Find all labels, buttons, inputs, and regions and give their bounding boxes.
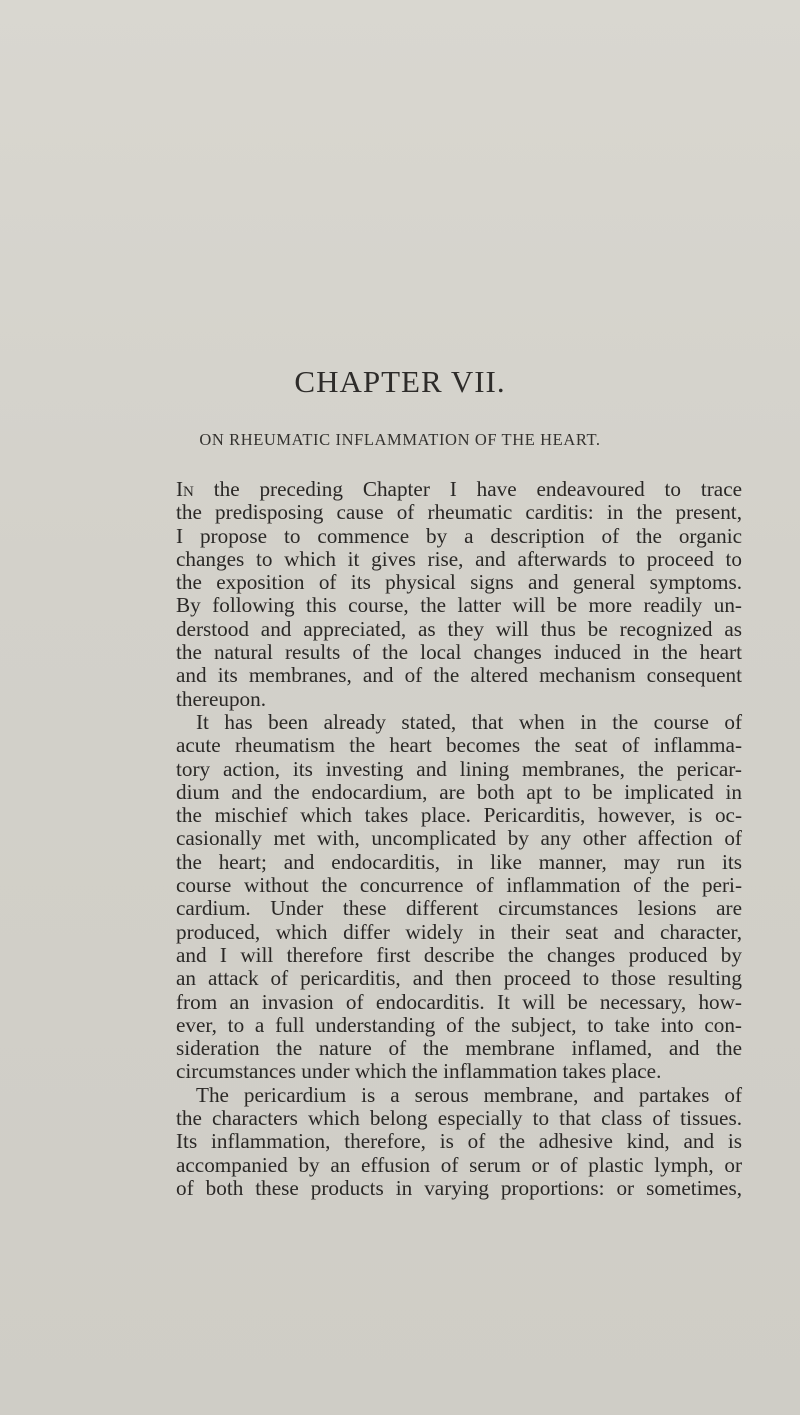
text-line: changes to which it gives rise, and afterwards to proceed to <box>176 546 742 571</box>
text-line: and I will therefore first describe the changes produced by <box>176 942 742 967</box>
chapter-title: CHAPTER VII. <box>294 364 506 399</box>
chapter-subtitle: ON RHEUMATIC INFLAMMATION OF THE HEART. <box>199 430 601 449</box>
text-line: thereupon. <box>176 686 267 711</box>
text-line: It has been already stated, that when in the course of <box>196 709 742 734</box>
text-line: cardium. Under these different circumstances lesions are <box>176 896 742 921</box>
text-line: accompanied by an effusion of serum or of plastic lymph, or <box>176 1152 742 1177</box>
text-line: the natural results of the local changes induced in the heart <box>176 640 742 665</box>
text-line: the mischief which takes place. Pericarditis, however, is oc- <box>176 803 742 828</box>
text-line: produced, which differ widely in their seat and character, <box>176 919 742 944</box>
text-line: course without the concurrence of inflammation of the peri- <box>176 873 742 898</box>
text-line: of both these products in varying proportions: or sometimes, <box>176 1175 742 1200</box>
text-line: acute rheumatism the heart becomes the seat of inflamma- <box>176 733 742 758</box>
text-line: the characters which belong especially to that class of tissues. <box>176 1106 742 1131</box>
text-line: the heart; and endocarditis, in like manner, may run its <box>176 849 742 874</box>
text-line: circumstances under which the inflammation takes place. <box>176 1059 662 1084</box>
text-line: I propose to commence by a description of the organic <box>176 523 742 548</box>
text-line: Its inflammation, therefore, is of the adhesive kind, and is <box>176 1129 742 1154</box>
text-line: In the preceding Chapter I have endeavoured to trace <box>176 477 742 501</box>
text-line: The pericardium is a serous membrane, and partakes of <box>196 1082 742 1107</box>
text-line: tory action, its investing and lining membranes, the pericar- <box>176 756 742 781</box>
text-line: sideration the nature of the membrane inflamed, and the <box>176 1036 742 1061</box>
body-text <box>176 478 742 1200</box>
text-line: dium and the endocardium, are both apt to be implicated in <box>176 779 742 804</box>
text-line: ever, to a full understanding of the subject, to take into con- <box>176 1012 742 1037</box>
text-line: casionally met with, uncomplicated by any other affection of <box>176 826 742 851</box>
text-line: the predisposing cause of rheumatic carditis: in the present, <box>176 500 742 525</box>
text-line: and its membranes, and of the altered mechanism consequent <box>176 663 742 688</box>
text-line: derstood and appreciated, as they will thus be recognized as <box>176 616 742 641</box>
text-line: from an invasion of endocarditis. It will be necessary, how- <box>176 989 742 1014</box>
text-line: the exposition of its physical signs and general symptoms. <box>176 570 742 595</box>
text-line: By following this course, the latter will be more readily un- <box>176 593 742 618</box>
text-line: an attack of pericarditis, and then proceed to those resulting <box>176 966 742 991</box>
opening-word: In <box>176 477 194 501</box>
